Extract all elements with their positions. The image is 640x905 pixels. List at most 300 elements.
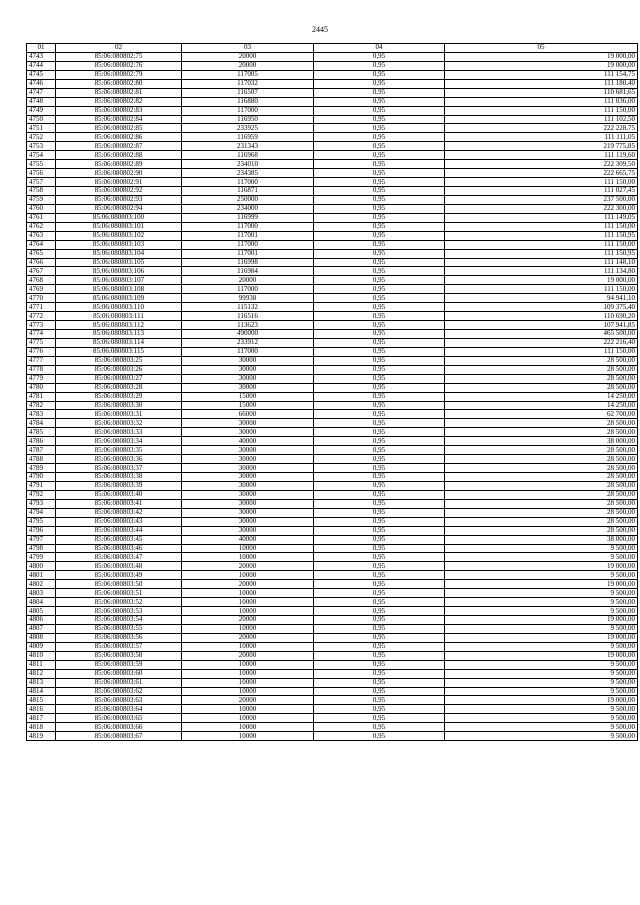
- amount-cell: 19 000,00: [445, 580, 638, 589]
- amount-cell: 111 180,40: [445, 79, 638, 88]
- row-number-cell: 4771: [27, 303, 56, 312]
- amount-cell: 28 500,00: [445, 455, 638, 464]
- cadastral-number-cell: 85:06:080803:109: [56, 294, 182, 303]
- cadastral-number-cell: 85:06:080803:36: [56, 455, 182, 464]
- rate-cell: 0,95: [314, 723, 445, 732]
- amount-cell: 28 500,00: [445, 499, 638, 508]
- table-row: [27, 169, 638, 178]
- amount-cell: 111 150,00: [445, 106, 638, 115]
- rate-cell: 0,95: [314, 428, 445, 437]
- row-number-cell: 4777: [27, 356, 56, 365]
- cadastral-number-cell: 85:06:080803:100: [56, 213, 182, 222]
- area-cell: 490000: [182, 330, 314, 339]
- column-header: 01: [27, 44, 56, 53]
- cadastral-number-cell: 85:06:080803:52: [56, 598, 182, 607]
- cadastral-number-cell: 85:06:080803:110: [56, 303, 182, 312]
- table-header-row: [27, 44, 638, 53]
- amount-cell: 9 500,00: [445, 642, 638, 651]
- cadastral-number-cell: 85:06:080803:104: [56, 249, 182, 258]
- cadastral-number-cell: 85:06:080803:30: [56, 401, 182, 410]
- table-row: [27, 365, 638, 374]
- area-cell: 10000: [182, 705, 314, 714]
- row-number-cell: 4807: [27, 624, 56, 633]
- area-cell: 234000: [182, 204, 314, 213]
- page-number: 2445: [312, 25, 328, 34]
- cadastral-number-cell: 85:06:080803:47: [56, 553, 182, 562]
- area-cell: 10000: [182, 678, 314, 687]
- cadastral-number-cell: 85:06:080802:84: [56, 115, 182, 124]
- amount-cell: 9 500,00: [445, 714, 638, 723]
- row-number-cell: 4816: [27, 705, 56, 714]
- row-number-cell: 4782: [27, 401, 56, 410]
- area-cell: 10000: [182, 624, 314, 633]
- table-row: [27, 303, 638, 312]
- row-number-cell: 4804: [27, 598, 56, 607]
- table-row: [27, 258, 638, 267]
- area-cell: 116984: [182, 267, 314, 276]
- row-number-cell: 4801: [27, 571, 56, 580]
- rate-cell: 0,95: [314, 419, 445, 428]
- row-number-cell: 4819: [27, 732, 56, 741]
- cadastral-number-cell: 85:06:080803:39: [56, 481, 182, 490]
- row-number-cell: 4806: [27, 616, 56, 625]
- rate-cell: 0,95: [314, 267, 445, 276]
- row-number-cell: 4755: [27, 160, 56, 169]
- amount-cell: 222 228,75: [445, 124, 638, 133]
- table-row: [27, 490, 638, 499]
- area-cell: 113623: [182, 321, 314, 330]
- rate-cell: 0,95: [314, 517, 445, 526]
- row-number-cell: 4745: [27, 70, 56, 79]
- table-row: [27, 464, 638, 473]
- rate-cell: 0,95: [314, 732, 445, 741]
- row-number-cell: 4776: [27, 347, 56, 356]
- amount-cell: 9 500,00: [445, 544, 638, 553]
- row-number-cell: 4789: [27, 464, 56, 473]
- table-row: [27, 321, 638, 330]
- rate-cell: 0,95: [314, 669, 445, 678]
- row-number-cell: 4773: [27, 321, 56, 330]
- table-row: [27, 294, 638, 303]
- area-cell: 250000: [182, 195, 314, 204]
- table-row: [27, 133, 638, 142]
- row-number-cell: 4788: [27, 455, 56, 464]
- row-number-cell: 4748: [27, 97, 56, 106]
- cadastral-number-cell: 85:06:080803:60: [56, 669, 182, 678]
- rate-cell: 0,95: [314, 312, 445, 321]
- area-cell: 116950: [182, 115, 314, 124]
- rate-cell: 0,95: [314, 240, 445, 249]
- area-cell: 10000: [182, 589, 314, 598]
- row-number-cell: 4786: [27, 437, 56, 446]
- table-row: [27, 106, 638, 115]
- rate-cell: 0,95: [314, 79, 445, 88]
- rate-cell: 0,95: [314, 276, 445, 285]
- area-cell: 30000: [182, 374, 314, 383]
- amount-cell: 107 941,85: [445, 321, 638, 330]
- amount-cell: 111 150,00: [445, 178, 638, 187]
- amount-cell: 111 134,80: [445, 267, 638, 276]
- rate-cell: 0,95: [314, 142, 445, 151]
- cadastral-number-cell: 85:06:080803:29: [56, 392, 182, 401]
- table-row: [27, 178, 638, 187]
- rate-cell: 0,95: [314, 151, 445, 160]
- table-row: [27, 517, 638, 526]
- cadastral-number-cell: 85:06:080802:80: [56, 79, 182, 88]
- area-cell: 10000: [182, 714, 314, 723]
- cadastral-number-cell: 85:06:080803:40: [56, 490, 182, 499]
- cadastral-number-cell: 85:06:080803:35: [56, 446, 182, 455]
- amount-cell: 111 150,00: [445, 285, 638, 294]
- rate-cell: 0,95: [314, 401, 445, 410]
- cadastral-number-cell: 85:06:080803:106: [56, 267, 182, 276]
- cadastral-number-cell: 85:06:080803:31: [56, 410, 182, 419]
- area-cell: 116516: [182, 312, 314, 321]
- cadastral-number-cell: 85:06:080802:89: [56, 160, 182, 169]
- cadastral-number-cell: 85:06:080803:50: [56, 580, 182, 589]
- cadastral-number-cell: 85:06:080803:46: [56, 544, 182, 553]
- area-cell: 234010: [182, 160, 314, 169]
- area-cell: 233912: [182, 338, 314, 347]
- table-row: [27, 732, 638, 741]
- row-number-cell: 4794: [27, 508, 56, 517]
- rate-cell: 0,95: [314, 464, 445, 473]
- cadastral-number-cell: 85:06:080802:93: [56, 195, 182, 204]
- rate-cell: 0,95: [314, 473, 445, 482]
- cadastral-number-cell: 85:06:080802:76: [56, 61, 182, 70]
- table-row: [27, 589, 638, 598]
- row-number-cell: 4769: [27, 285, 56, 294]
- rate-cell: 0,95: [314, 571, 445, 580]
- table-row: [27, 633, 638, 642]
- amount-cell: 28 500,00: [445, 481, 638, 490]
- table-row: [27, 115, 638, 124]
- rate-cell: 0,95: [314, 338, 445, 347]
- row-number-cell: 4797: [27, 535, 56, 544]
- table-row: [27, 499, 638, 508]
- row-number-cell: 4779: [27, 374, 56, 383]
- amount-cell: 111 154,75: [445, 70, 638, 79]
- amount-cell: 9 500,00: [445, 687, 638, 696]
- amount-cell: 237 500,00: [445, 195, 638, 204]
- cadastral-number-cell: 85:06:080802:85: [56, 124, 182, 133]
- rate-cell: 0,95: [314, 562, 445, 571]
- row-number-cell: 4805: [27, 607, 56, 616]
- table-row: [27, 312, 638, 321]
- area-cell: 20000: [182, 276, 314, 285]
- rate-cell: 0,95: [314, 347, 445, 356]
- area-cell: 10000: [182, 642, 314, 651]
- area-cell: 233925: [182, 124, 314, 133]
- area-cell: 30000: [182, 464, 314, 473]
- area-cell: 30000: [182, 455, 314, 464]
- row-number-cell: 4803: [27, 589, 56, 598]
- rate-cell: 0,95: [314, 303, 445, 312]
- rate-cell: 0,95: [314, 660, 445, 669]
- cadastral-number-cell: 85:06:080803:33: [56, 428, 182, 437]
- area-cell: 10000: [182, 687, 314, 696]
- cadastral-number-cell: 85:06:080803:114: [56, 338, 182, 347]
- row-number-cell: 4754: [27, 151, 56, 160]
- row-number-cell: 4802: [27, 580, 56, 589]
- row-number-cell: 4800: [27, 562, 56, 571]
- cadastral-number-cell: 85:06:080803:66: [56, 723, 182, 732]
- cadastral-number-cell: 85:06:080802:92: [56, 187, 182, 196]
- amount-cell: 222 665,75: [445, 169, 638, 178]
- area-cell: 10000: [182, 598, 314, 607]
- area-cell: 116968: [182, 151, 314, 160]
- row-number-cell: 4784: [27, 419, 56, 428]
- amount-cell: 111 150,95: [445, 231, 638, 240]
- cadastral-number-cell: 85:06:080802:83: [56, 106, 182, 115]
- rate-cell: 0,95: [314, 508, 445, 517]
- cadastral-number-cell: 85:06:080803:102: [56, 231, 182, 240]
- table-row: [27, 267, 638, 276]
- row-number-cell: 4775: [27, 338, 56, 347]
- row-number-cell: 4772: [27, 312, 56, 321]
- table-row: [27, 624, 638, 633]
- rate-cell: 0,95: [314, 642, 445, 651]
- amount-cell: 28 500,00: [445, 428, 638, 437]
- area-cell: 30000: [182, 481, 314, 490]
- area-cell: 30000: [182, 499, 314, 508]
- cadastral-number-cell: 85:06:080803:62: [56, 687, 182, 696]
- area-cell: 20000: [182, 616, 314, 625]
- area-cell: 40000: [182, 535, 314, 544]
- amount-cell: 28 500,00: [445, 365, 638, 374]
- amount-cell: 28 500,00: [445, 517, 638, 526]
- rate-cell: 0,95: [314, 526, 445, 535]
- cadastral-number-cell: 85:06:080803:54: [56, 616, 182, 625]
- rate-cell: 0,95: [314, 249, 445, 258]
- area-cell: 116507: [182, 88, 314, 97]
- cadastral-number-cell: 85:06:080803:37: [56, 464, 182, 473]
- table-row: [27, 651, 638, 660]
- row-number-cell: 4781: [27, 392, 56, 401]
- amount-cell: 9 500,00: [445, 598, 638, 607]
- cadastral-number-cell: 85:06:080802:75: [56, 52, 182, 61]
- cadastral-number-cell: 85:06:080803:43: [56, 517, 182, 526]
- rate-cell: 0,95: [314, 714, 445, 723]
- table-row: [27, 231, 638, 240]
- table-row: [27, 124, 638, 133]
- area-cell: 30000: [182, 419, 314, 428]
- area-cell: 20000: [182, 52, 314, 61]
- rate-cell: 0,95: [314, 195, 445, 204]
- row-number-cell: 4751: [27, 124, 56, 133]
- cadastral-number-cell: 85:06:080803:32: [56, 419, 182, 428]
- table-row: [27, 330, 638, 339]
- table-row: [27, 249, 638, 258]
- area-cell: 10000: [182, 732, 314, 741]
- table-row: [27, 240, 638, 249]
- rate-cell: 0,95: [314, 544, 445, 553]
- area-cell: 30000: [182, 365, 314, 374]
- table-row: [27, 687, 638, 696]
- area-cell: 231343: [182, 142, 314, 151]
- rate-cell: 0,95: [314, 97, 445, 106]
- table-row: [27, 455, 638, 464]
- rate-cell: 0,95: [314, 499, 445, 508]
- row-number-cell: 4809: [27, 642, 56, 651]
- row-number-cell: 4778: [27, 365, 56, 374]
- table-row: [27, 544, 638, 553]
- rate-cell: 0,95: [314, 321, 445, 330]
- rate-cell: 0,95: [314, 70, 445, 79]
- amount-cell: 28 500,00: [445, 356, 638, 365]
- amount-cell: 19 000,00: [445, 633, 638, 642]
- table-row: [27, 473, 638, 482]
- cadastral-number-cell: 85:06:080803:48: [56, 562, 182, 571]
- table-row: [27, 338, 638, 347]
- table-row: [27, 616, 638, 625]
- area-cell: 10000: [182, 669, 314, 678]
- cadastral-number-cell: 85:06:080803:44: [56, 526, 182, 535]
- amount-cell: 9 500,00: [445, 705, 638, 714]
- cadastral-number-cell: 85:06:080802:86: [56, 133, 182, 142]
- rate-cell: 0,95: [314, 204, 445, 213]
- rate-cell: 0,95: [314, 178, 445, 187]
- area-cell: 117000: [182, 240, 314, 249]
- amount-cell: 111 119,60: [445, 151, 638, 160]
- table-row: [27, 696, 638, 705]
- column-header: 02: [56, 44, 182, 53]
- table-row: [27, 535, 638, 544]
- cadastral-number-cell: 85:06:080803:26: [56, 365, 182, 374]
- rate-cell: 0,95: [314, 88, 445, 97]
- row-number-cell: 4793: [27, 499, 56, 508]
- row-number-cell: 4744: [27, 61, 56, 70]
- table-row: [27, 383, 638, 392]
- table-row: [27, 52, 638, 61]
- amount-cell: 9 500,00: [445, 571, 638, 580]
- row-number-cell: 4766: [27, 258, 56, 267]
- amount-cell: 9 500,00: [445, 624, 638, 633]
- table-row: [27, 374, 638, 383]
- table-row: [27, 669, 638, 678]
- amount-cell: 111 102,50: [445, 115, 638, 124]
- table-row: [27, 187, 638, 196]
- row-number-cell: 4753: [27, 142, 56, 151]
- table-row: [27, 195, 638, 204]
- area-cell: 20000: [182, 61, 314, 70]
- rate-cell: 0,95: [314, 285, 445, 294]
- area-cell: 117032: [182, 79, 314, 88]
- area-cell: 30000: [182, 428, 314, 437]
- cadastral-number-cell: 85:06:080803:67: [56, 732, 182, 741]
- table-row: [27, 660, 638, 669]
- rate-cell: 0,95: [314, 687, 445, 696]
- table-row: [27, 160, 638, 169]
- area-cell: 10000: [182, 660, 314, 669]
- table-row: [27, 562, 638, 571]
- cadastral-number-cell: 85:06:080803:63: [56, 696, 182, 705]
- row-number-cell: 4812: [27, 669, 56, 678]
- area-cell: 20000: [182, 651, 314, 660]
- cadastral-number-cell: 85:06:080803:42: [56, 508, 182, 517]
- rate-cell: 0,95: [314, 455, 445, 464]
- cadastral-number-cell: 85:06:080802:91: [56, 178, 182, 187]
- cadastral-number-cell: 85:06:080802:87: [56, 142, 182, 151]
- area-cell: 117001: [182, 249, 314, 258]
- rate-cell: 0,95: [314, 258, 445, 267]
- rate-cell: 0,95: [314, 187, 445, 196]
- table-row: [27, 678, 638, 687]
- area-cell: 234385: [182, 169, 314, 178]
- row-number-cell: 4799: [27, 553, 56, 562]
- amount-cell: 38 000,00: [445, 437, 638, 446]
- amount-cell: 111 150,00: [445, 240, 638, 249]
- rate-cell: 0,95: [314, 598, 445, 607]
- rate-cell: 0,95: [314, 553, 445, 562]
- cadastral-number-cell: 85:06:080803:59: [56, 660, 182, 669]
- cadastral-number-cell: 85:06:080803:51: [56, 589, 182, 598]
- rate-cell: 0,95: [314, 222, 445, 231]
- area-cell: 117005: [182, 70, 314, 79]
- cadastral-number-cell: 85:06:080803:115: [56, 347, 182, 356]
- rate-cell: 0,95: [314, 535, 445, 544]
- amount-cell: 19 000,00: [445, 651, 638, 660]
- amount-cell: 14 250,00: [445, 401, 638, 410]
- area-cell: 40000: [182, 437, 314, 446]
- cadastral-number-cell: 85:06:080803:107: [56, 276, 182, 285]
- rate-cell: 0,95: [314, 365, 445, 374]
- area-cell: 10000: [182, 544, 314, 553]
- table-row: [27, 392, 638, 401]
- rate-cell: 0,95: [314, 106, 445, 115]
- area-cell: 99938: [182, 294, 314, 303]
- row-number-cell: 4746: [27, 79, 56, 88]
- area-cell: 30000: [182, 446, 314, 455]
- cadastral-number-cell: 85:06:080803:101: [56, 222, 182, 231]
- cadastral-number-cell: 85:06:080803:57: [56, 642, 182, 651]
- rate-cell: 0,95: [314, 437, 445, 446]
- row-number-cell: 4763: [27, 231, 56, 240]
- area-cell: 116871: [182, 187, 314, 196]
- row-number-cell: 4743: [27, 52, 56, 61]
- cadastral-number-cell: 85:06:080802:81: [56, 88, 182, 97]
- area-cell: 117001: [182, 231, 314, 240]
- table-row: [27, 142, 638, 151]
- amount-cell: 219 775,85: [445, 142, 638, 151]
- rate-cell: 0,95: [314, 356, 445, 365]
- row-number-cell: 4818: [27, 723, 56, 732]
- amount-cell: 111 150,00: [445, 347, 638, 356]
- cadastral-number-cell: 85:06:080803:53: [56, 607, 182, 616]
- column-header: 03: [182, 44, 314, 53]
- amount-cell: 9 500,00: [445, 678, 638, 687]
- area-cell: 116999: [182, 213, 314, 222]
- rate-cell: 0,95: [314, 633, 445, 642]
- cadastral-number-cell: 85:06:080803:58: [56, 651, 182, 660]
- area-cell: 116959: [182, 133, 314, 142]
- area-cell: 20000: [182, 562, 314, 571]
- row-number-cell: 4770: [27, 294, 56, 303]
- area-cell: 117000: [182, 106, 314, 115]
- cadastral-number-cell: 85:06:080803:111: [56, 312, 182, 321]
- row-number-cell: 4817: [27, 714, 56, 723]
- amount-cell: 19 000,00: [445, 562, 638, 571]
- rate-cell: 0,95: [314, 160, 445, 169]
- table-row: [27, 61, 638, 70]
- cadastral-number-cell: 85:06:080802:90: [56, 169, 182, 178]
- amount-cell: 9 500,00: [445, 723, 638, 732]
- table-row: [27, 607, 638, 616]
- amount-cell: 28 500,00: [445, 526, 638, 535]
- row-number-cell: 4765: [27, 249, 56, 258]
- cadastral-number-cell: 85:06:080803:45: [56, 535, 182, 544]
- area-cell: 15000: [182, 401, 314, 410]
